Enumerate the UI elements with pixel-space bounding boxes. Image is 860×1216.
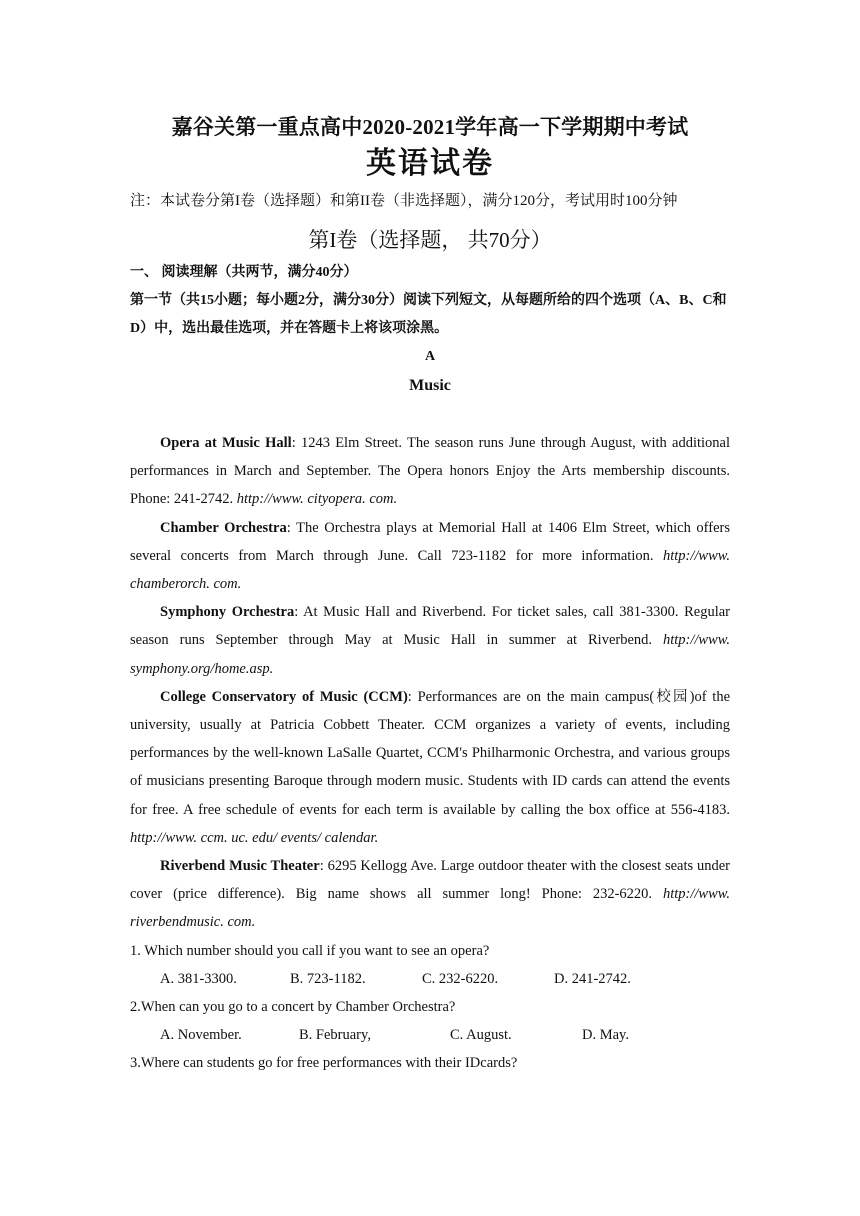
passage-paragraph <box>130 683 730 852</box>
paragraph-term: Chamber Orchestra <box>160 519 287 536</box>
paragraph-url: http://www. chamberorch. com. <box>130 547 730 593</box>
option-d: D. 241-2742. <box>554 970 631 987</box>
exam-note: 注：本试卷分第I卷（选择题）和第II卷（非选择题），满分120分，考试用时100分钟 <box>130 193 678 209</box>
question-options <box>130 1021 730 1049</box>
option-a: A. 381-3300. <box>160 970 237 987</box>
paragraph-term: College Conservatory of Music (CCM) <box>160 688 408 705</box>
paragraph-url: http://www. cityopera. com. <box>236 491 398 508</box>
paragraph-url: http://www. symphony.org/home.asp. <box>130 632 730 677</box>
part-heading: 一、 阅读理解（共两节，满分40分） <box>130 265 358 280</box>
passage-paragraph <box>130 852 730 937</box>
passage-paragraph <box>130 514 730 599</box>
paragraph-url: http://www. ccm. uc. edu/ events/ calendar. <box>130 829 379 846</box>
passage-paragraph <box>130 598 730 683</box>
paragraph-url: http://www. riverbendmusic. com. <box>130 886 730 931</box>
passage-paragraph <box>130 429 730 514</box>
option-c: C. August. <box>450 1027 512 1044</box>
paragraph-text: : The Orchestra plays at Memorial Hall at 1406 Elm Street, which offers several concerts from March through June. Call 723-1182 for more information. <box>130 519 730 564</box>
paragraph-term: Symphony Orchestra <box>160 604 295 621</box>
question-options <box>130 965 730 993</box>
section-title: 第I卷（选择题， 共70分） <box>308 228 552 252</box>
paragraph-term: Opera at Music Hall <box>160 435 292 451</box>
exam-title: 嘉谷关第一重点高中2020-2021学年高一下学期期中考试 <box>171 115 689 139</box>
option-a: A. November. <box>160 1027 242 1044</box>
option-d: D. May. <box>582 1027 629 1044</box>
paragraph-text: : 6295 Kellogg Ave. Large outdoor theater with the closest seats under cover (price difference). Big name shows all summer long! Phone: 232-6220. <box>130 858 731 903</box>
option-c: C. 232-6220. <box>422 970 499 987</box>
question-stem: 1. Which number should you call if you want to see an opera? <box>130 942 490 959</box>
question-stem: 2.When can you go to a concert by Chamber Orchestra? <box>130 999 456 1016</box>
paragraph-text: : At Music Hall and Riverbend. For ticket sales, call 381-3300. Regular season runs September through May at Music Hall in summer at Riverbend. <box>130 604 730 649</box>
paragraph-text: : Performances are on the main campus(校园)of the university, usually at Patricia Cobbett Theater. CCM organizes a variety of events, including performances by the well-known LaSalle Quartet, CCM's Philharmonic Orchestra, and various groups of musicians presenting Baroque through modern music. Students with ID cards can attend the events for free. A free schedule of events for each term is available by calling the box office at 556-4183. <box>130 688 731 818</box>
option-b: B. February, <box>299 1027 371 1044</box>
paragraph-term: Riverbend Music Theater <box>160 858 320 875</box>
part-instructions: 第一节（共15小题；每小题2分，满分30分）阅读下列短文，从每题所给的四个选项（A、B、C和D）中，选出最佳选项，并在答题卡上将该项涂黑。 <box>130 293 727 336</box>
option-b: B. 723-1182. <box>290 970 366 987</box>
page-content <box>130 112 730 1078</box>
passage-letter: A <box>424 349 436 364</box>
paragraph-text: : 1243 Elm Street. The season runs June through August, with additional performances in March and September. The Opera honors Enjoy the Arts membership discounts. Phone: 241-2742. <box>130 435 730 508</box>
passage-title: Music <box>409 377 451 394</box>
exam-subtitle: 英语试卷 <box>366 147 494 180</box>
question-stem: 3.Where can students go for free performances with their IDcards? <box>130 1055 518 1072</box>
